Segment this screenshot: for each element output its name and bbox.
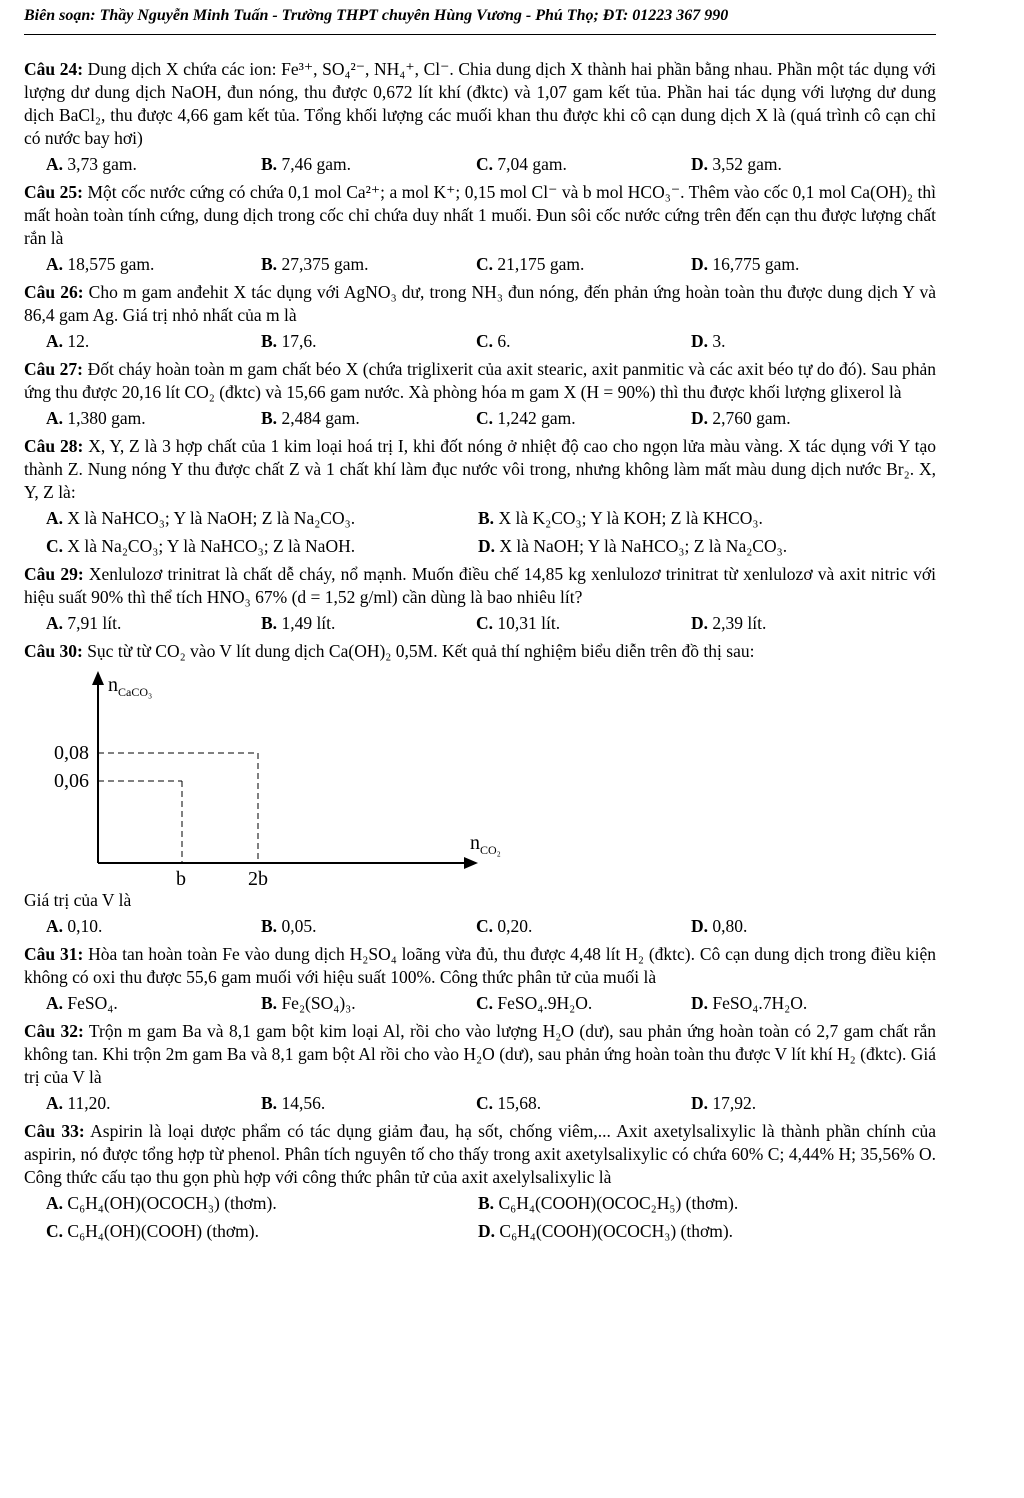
- answer-option-a[interactable]: A. 3,73 gam.: [46, 154, 137, 174]
- question-text: Một cốc nước cứng có chứa 0,1 mol Ca²⁺; a mol K⁺; 0,15 mol Cl⁻ và b mol HCO₃⁻. Thêm vào cốc 0,1 mol Ca(OH)₂ thì mất hoàn toàn tính cứng, dung dịch trong cốc chỉ chứa duy nhất 1 muối. Đun sôi cốc nước cứng trên đến cạn thu được lượng chất rắn là: [24, 182, 937, 248]
- caco3-co2-graph: [24, 667, 936, 889]
- answer-option-b[interactable]: B. 14,56.: [261, 1093, 326, 1113]
- question-text: Hòa tan hoàn toàn Fe vào dung dịch H₂SO₄ loãng vừa đủ, thu được 4,48 lít H₂ (đktc). Cô cạn dung dịch trong điều kiện không có oxi thu được 55,6 gam muối với hiệu suất 100%. Công thức phân tử của muối là: [24, 944, 937, 987]
- answer-option-b[interactable]: B. Fe₂(SO₄)₃.: [261, 993, 356, 1013]
- question-followup: Giá trị của V là: [24, 890, 132, 910]
- answer-option-d[interactable]: D. FeSO₄.7H₂O.: [691, 993, 808, 1013]
- answer-option-b[interactable]: B. 17,6.: [261, 331, 317, 351]
- answer-option-c[interactable]: C. 15,68.: [476, 1093, 542, 1113]
- x-tick-2b: 2b: [248, 868, 268, 889]
- answer-option-d[interactable]: D. 2,760 gam.: [691, 408, 791, 428]
- question-label: Câu 29:: [24, 564, 84, 584]
- answer-options: [24, 535, 936, 558]
- answer-option-d[interactable]: D. 17,92.: [691, 1093, 757, 1113]
- answer-option-c[interactable]: C. 10,31 lít.: [476, 613, 561, 633]
- answer-options: [24, 1092, 936, 1115]
- answer-option-c[interactable]: C. C₆H₄(OH)(COOH) (thơm).: [46, 1221, 259, 1241]
- page-header: Biên soạn: Thầy Nguyễn Minh Tuấn - Trường THPT chuyên Hùng Vương - Phú Thọ; ĐT: 01223 367 990: [24, 7, 729, 24]
- answer-option-b[interactable]: B. X là K₂CO₃; Y là KOH; Z là KHCO₃.: [478, 508, 763, 528]
- x-tick-b: b: [176, 868, 186, 889]
- y-axis-label: $n_{CaCO_3}$: [108, 674, 153, 699]
- answer-option-d[interactable]: D. C₆H₄(COOH)(OCOCH₃) (thơm).: [478, 1221, 734, 1241]
- answer-option-a[interactable]: A. FeSO₄.: [46, 993, 118, 1013]
- answer-option-b[interactable]: B. 2,484 gam.: [261, 408, 360, 428]
- question-26: [24, 281, 936, 353]
- answer-option-d[interactable]: D. 16,775 gam.: [691, 254, 800, 274]
- question-27: [24, 358, 936, 430]
- answer-options: [24, 507, 936, 530]
- question-28: [24, 435, 936, 558]
- answer-option-a[interactable]: A. 11,20.: [46, 1093, 111, 1113]
- question-29: [24, 563, 936, 635]
- answer-option-c[interactable]: C. 21,175 gam.: [476, 254, 585, 274]
- question-text: Aspirin là loại dược phẩm có tác dụng giảm đau, hạ sốt, chống viêm,... Axit axetylsalixylic là thành phần chính của aspirin, nó được tổng hợp từ phenol. Phân tích nguyên tố cho thấy trong axit axetylsalixylic có chứa 60% C; 4,44% H; 35,56% O. Công thức cấu tạo thu gọn phù hợp với công thức phân tử của axit axelylsalixylic là: [24, 1121, 936, 1187]
- x-axis-arrow-icon: [464, 857, 478, 869]
- answer-options: [24, 1220, 936, 1243]
- question-label: Câu 27:: [24, 359, 84, 379]
- answer-options: [24, 253, 936, 276]
- question-text: Trộn m gam Ba và 8,1 gam bột kim loại Al, rồi cho vào lượng H₂O (dư), sau phản ứng hoàn toàn có 2,7 gam chất rắn không tan. Khi trộn 2m gam Ba và 8,1 gam bột Al rồi cho vào H₂O (dư), sau phản ứng hoàn toàn thu được V lít khí H₂ (đktc). Giá trị của V là: [24, 1021, 936, 1087]
- question-label: Câu 26:: [24, 282, 84, 302]
- question-label: Câu 33:: [24, 1121, 85, 1141]
- answer-option-a[interactable]: A. 18,575 gam.: [46, 254, 155, 274]
- answer-option-b[interactable]: B. 7,46 gam.: [261, 154, 351, 174]
- answer-option-d[interactable]: D. 3.: [691, 331, 726, 351]
- question-24: [24, 58, 936, 176]
- question-label: Câu 28:: [24, 436, 84, 456]
- question-text: Đốt cháy hoàn toàn m gam chất béo X (chứa triglixerit của axit stearic, axit panmitic và các axit béo tự do đó). Sau phản ứng thu được 20,16 lít CO₂ (đktc) và 15,66 gam nước. Xà phòng hóa m gam X (H = 90%) thì thu được khối lượng glixerol là: [24, 359, 937, 402]
- answer-option-c[interactable]: C. X là Na₂CO₃; Y là NaHCO₃; Z là NaOH.: [46, 536, 356, 556]
- question-text: Xenlulozơ trinitrat là chất dễ cháy, nổ mạnh. Muốn điều chế 14,85 kg xenlulozơ trinitrat từ xenlulozơ và axit nitric với hiệu suất 90% thì thể tích HNO₃ 67% (d = 1,52 g/ml) cần dùng là bao nhiêu lít?: [24, 564, 937, 607]
- question-label: Câu 31:: [24, 944, 84, 964]
- question-32: [24, 1020, 936, 1115]
- answer-options: [24, 1192, 936, 1215]
- answer-option-d[interactable]: D. X là NaOH; Y là NaHCO₃; Z là Na₂CO₃.: [478, 536, 788, 556]
- y-tick-008: 0,08: [54, 742, 89, 764]
- answer-option-b[interactable]: B. 27,375 gam.: [261, 254, 369, 274]
- y-axis-arrow-icon: [92, 671, 104, 685]
- answer-option-b[interactable]: B. 0,05.: [261, 916, 317, 936]
- answer-option-d[interactable]: D. 3,52 gam.: [691, 154, 782, 174]
- answer-option-a[interactable]: A. 7,91 lít.: [46, 613, 122, 633]
- question-text: Dung dịch X chứa các ion: Fe³⁺, SO₄²⁻, NH₄⁺, Cl⁻. Chia dung dịch X thành hai phần bằng nhau. Phần một tác dụng với lượng dư dung dịch NaOH, đun nóng, thu được 0,672 lít khí (đktc) và 1,07 gam kết tủa. Phần hai tác dụng với lượng dư dung dịch BaCl₂, thu được 4,66 gam kết tủa. Tổng khối lượng các muối khan thu được khi cô cạn dung dịch X là (quá trình cô cạn chỉ có nước bay hơi): [24, 59, 936, 148]
- question-text: Cho m gam anđehit X tác dụng với AgNO₃ dư, trong NH₃ đun nóng, đến phản ứng hoàn toàn thu được dung dịch Y và 86,4 gam Ag. Giá trị nhỏ nhất của m là: [24, 282, 936, 325]
- answer-option-b[interactable]: B. C₆H₄(COOH)(OCOC₂H₅) (thơm).: [478, 1193, 739, 1213]
- question-list: [24, 58, 936, 1248]
- answer-option-c[interactable]: C. 0,20.: [476, 916, 533, 936]
- answer-option-a[interactable]: A. 12.: [46, 331, 90, 351]
- question-33: [24, 1120, 936, 1243]
- answer-option-a[interactable]: A. 0,10.: [46, 916, 103, 936]
- answer-options: [24, 612, 936, 635]
- answer-option-a[interactable]: A. C₆H₄(OH)(OCOCH₃) (thơm).: [46, 1193, 277, 1213]
- answer-options: [24, 330, 936, 353]
- x-axis-label: $n_{CO_2}$: [470, 832, 501, 857]
- answer-option-d[interactable]: D. 2,39 lít.: [691, 613, 767, 633]
- question-label: Câu 30:: [24, 641, 83, 661]
- question-30: [24, 640, 936, 938]
- answer-option-a[interactable]: A. 1,380 gam.: [46, 408, 146, 428]
- question-label: Câu 25:: [24, 182, 83, 202]
- answer-options: [24, 992, 936, 1015]
- answer-option-c[interactable]: C. FeSO₄.9H₂O.: [476, 993, 593, 1013]
- y-tick-006: 0,06: [54, 770, 89, 792]
- answer-option-a[interactable]: A. X là NaHCO₃; Y là NaOH; Z là Na₂CO₃.: [46, 508, 356, 528]
- question-label: Câu 32:: [24, 1021, 84, 1041]
- question-text: Sục từ từ CO₂ vào V lít dung dịch Ca(OH)₂ 0,5M. Kết quả thí nghiệm biểu diễn trên đồ thị sau:: [87, 641, 755, 661]
- question-label: Câu 24:: [24, 59, 84, 79]
- answer-option-c[interactable]: C. 7,04 gam.: [476, 154, 567, 174]
- question-text: X, Y, Z là 3 hợp chất của 1 kim loại hoá trị I, khi đốt nóng ở nhiệt độ cao cho ngọn lửa màu vàng. X tác dụng với Y tạo thành Z. Nung nóng Y thu được chất Z và 1 chất khí làm đục nước vôi trong, nhưng không làm mất màu dung dịch nước Br₂. X, Y, Z là:: [24, 436, 937, 502]
- header-rule: [24, 34, 936, 35]
- answer-options: [24, 915, 936, 938]
- answer-option-d[interactable]: D. 0,80.: [691, 916, 748, 936]
- answer-options: [24, 153, 936, 176]
- answer-option-b[interactable]: B. 1,49 lít.: [261, 613, 336, 633]
- question-31: [24, 943, 936, 1015]
- answer-option-c[interactable]: C. 6.: [476, 331, 511, 351]
- question-25: [24, 181, 936, 276]
- answer-option-c[interactable]: C. 1,242 gam.: [476, 408, 576, 428]
- graph-svg: [24, 667, 544, 889]
- answer-options: [24, 407, 936, 430]
